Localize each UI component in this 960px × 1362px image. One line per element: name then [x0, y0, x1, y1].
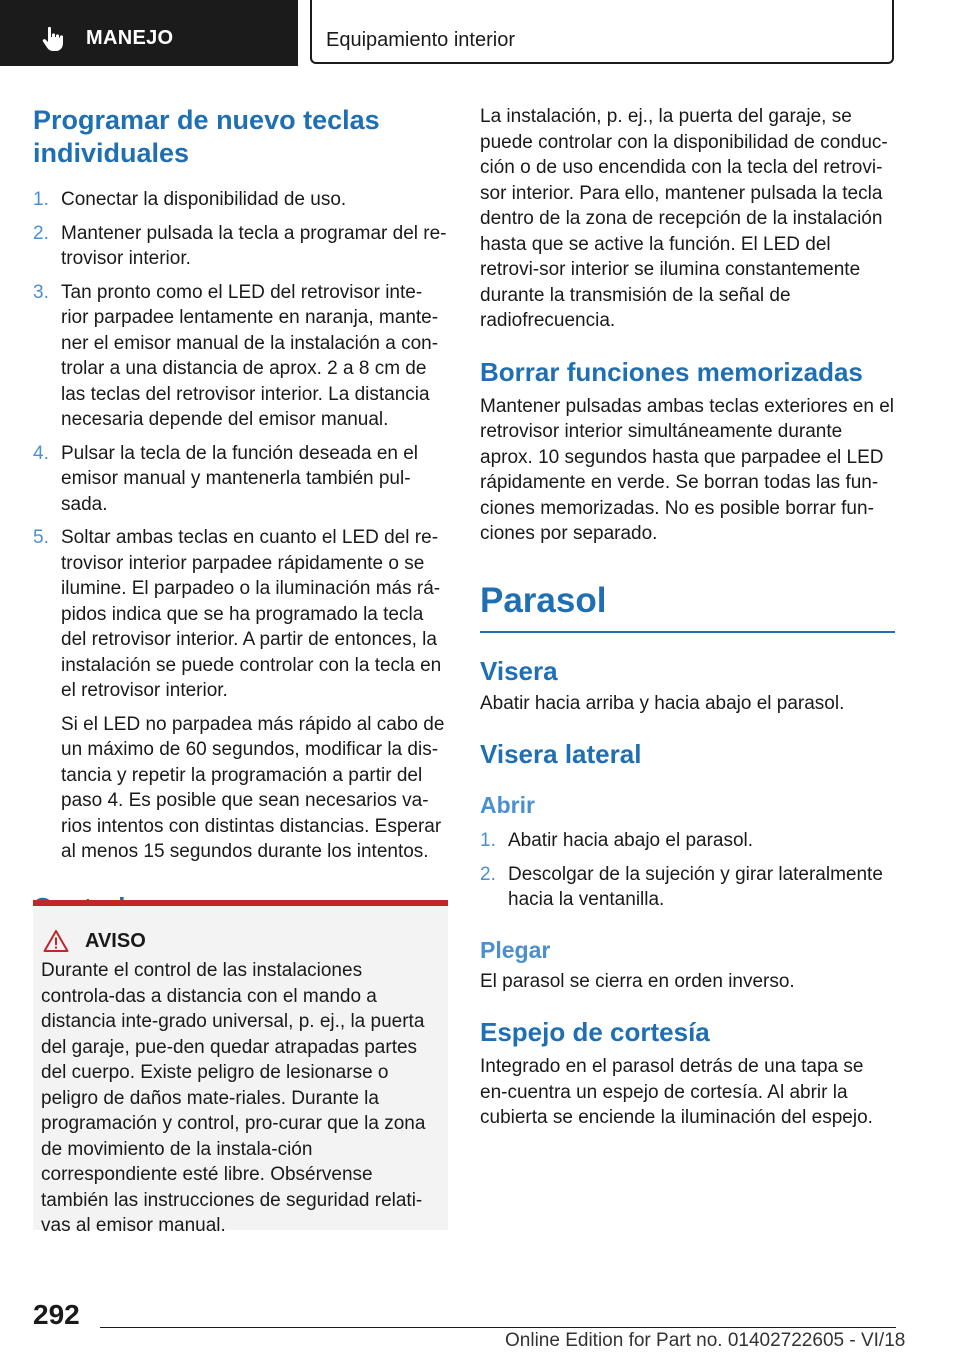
step-text: Abatir hacia abajo el parasol. — [508, 830, 754, 851]
step-text: Conectar la disponibilidad de uso. — [61, 189, 347, 210]
step-continuation: Si el LED no parpadea más rápido al cabo de un máximo de 60 segundos, modificar la dis-tancia y repetir la programación a partir del paso 4. Es posible que sean necesarios va-rios intentos con distintas distancias. Esperar al menos 15 segundos durante los intentos. — [61, 713, 445, 862]
heading-abrir: Abrir — [480, 792, 535, 818]
page-header — [0, 0, 960, 66]
heading-visera: Visera — [480, 655, 558, 686]
right-column — [480, 104, 895, 1131]
list-item — [33, 525, 448, 865]
delete-text: Mantener pulsadas ambas teclas exteriores en el retrovisor interior simultáneamente durante aprox. 10 segundos hasta que parpadee el LED rápidamente en verde. Se borran todas las fun-ciones memorizadas. No es posible borrar fun-ciones por separado. — [480, 395, 895, 544]
heading-parasol: Parasol — [480, 579, 895, 633]
edition-note: Online Edition for Part no. 01402722605 - VI/18 — [505, 1330, 906, 1351]
section-label: MANEJO — [86, 27, 174, 49]
hand-pointer-icon — [38, 24, 68, 54]
list-item — [480, 862, 895, 913]
heading-program-keys: Programar de nuevo teclas individuales — [33, 105, 380, 168]
plegar-text: El parasol se cierra en orden inverso. — [480, 970, 795, 992]
heading-delete-functions: Borrar funciones memorizadas — [480, 356, 863, 387]
chapter-tab — [310, 0, 894, 64]
list-item — [33, 441, 448, 518]
step-number: 4. — [33, 442, 49, 464]
warning-triangle-icon — [43, 929, 69, 953]
list-item — [33, 280, 448, 433]
heading-visera-lateral: Visera lateral — [480, 739, 642, 769]
step-text: Pulsar la tecla de la función deseada en el emisor manual y mantenerla también pul-sada. — [61, 442, 419, 515]
program-steps-list — [33, 187, 448, 865]
warning-box — [33, 900, 448, 1236]
visera-text: Abatir hacia arriba y hacia abajo el parasol. — [480, 692, 845, 714]
heading-espejo: Espejo de cortesía — [480, 1017, 710, 1047]
step-text: Mantener pulsada la tecla a programar del re-trovisor interior. — [61, 222, 447, 269]
step-number: 2. — [480, 863, 496, 885]
list-item — [480, 828, 895, 854]
abrir-steps-list — [480, 828, 895, 913]
warning-header — [41, 928, 438, 954]
step-number: 5. — [33, 527, 49, 548]
espejo-text: Integrado en el parasol detrás de una tapa se en-cuentra un espejo de cortesía. Al abrir la cubierta se enciende la iluminación del espejo. — [480, 1056, 873, 1128]
warning-title: AVISO — [85, 929, 146, 952]
step-number: 1. — [33, 189, 49, 210]
step-text: Descolgar de la sujeción y girar lateralmente hacia la ventanilla. — [508, 863, 883, 910]
step-number: 3. — [33, 281, 49, 303]
heading-plegar: Plegar — [480, 936, 551, 963]
warning-text: Durante el control de las instalaciones controla-das a distancia con el mando a distancia inte-grado universal, p. ej., la puerta del garaje, pue-den quedar atrapadas partes del cuerpo. Existe peligro de lesionarse o peligro de daños mate-riales. Durante la programación y control, pro-curar que la zona de movimiento de la instala-ción correspondiente esté libre. Obsérvense también las instrucciones de seguridad relati-vas al emisor manual. — [41, 960, 426, 1236]
chapter-label: Equipamiento interior — [326, 29, 515, 51]
step-number: 1. — [480, 830, 496, 851]
step-number: 2. — [33, 222, 49, 244]
step-text: Tan pronto como el LED del retrovisor inte-rior parpadee lentamente en naranja, mante-ner el emisor manual de la instalación a con-trolar a una distancia de aprox. 2 a 8 cm de las teclas del retrovisor interior. La distancia necesaria depende del emisor manual. — [61, 281, 439, 430]
control-text: La instalación, p. ej., la puerta del garaje, se puede controlar con la disponibilidad de conduc-ción o de uso encendida con la tecla del retrovi-sor interior. Para ello, mantener pulsada la tecla dentro de la zona de recepción de la instalación hasta que se active la función. El LED del retrovi-sor interior se ilumina constantemente durante la transmisión de la señal de radiofrecuencia. — [480, 106, 888, 331]
footer-divider — [100, 1327, 896, 1328]
page-number: 292 — [33, 1299, 80, 1330]
left-column — [33, 104, 448, 923]
list-item — [33, 187, 448, 213]
section-tab — [0, 0, 298, 66]
list-item — [33, 221, 448, 272]
step-text: Soltar ambas teclas en cuanto el LED del re-trovisor interior parpadee rápidamente o se ilumine. El parpadeo o la iluminación más rá-pidos indica que se ha programado la tecla del retrovisor interior. A partir de entonces, la instalación se puede controlar con la tecla en el retrovisor interior. — [61, 527, 442, 701]
